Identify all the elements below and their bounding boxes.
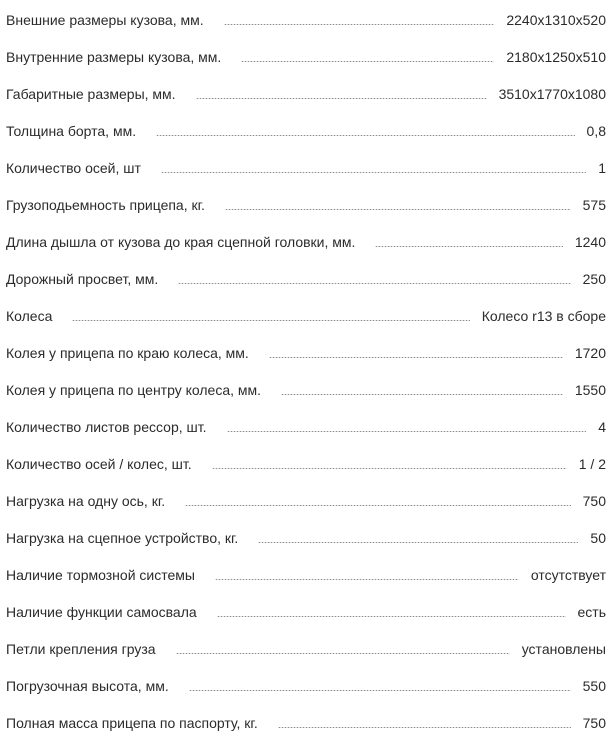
spec-value: 1 / 2 (578, 456, 606, 472)
spec-label: Внешние размеры кузова, мм. (6, 12, 204, 28)
spec-label: Колея у прицепа по краю колеса, мм. (6, 345, 249, 361)
spec-value: есть (577, 604, 606, 620)
spec-value: 1240 (574, 234, 606, 250)
spec-label: Нагрузка на сцепное устройство, кг. (6, 530, 239, 546)
spec-label: Полная масса прицепа по паспорту, кг. (6, 715, 258, 731)
dotted-leader (156, 135, 574, 136)
spec-value: 1550 (574, 382, 606, 398)
spec-row (6, 194, 606, 216)
dotted-leader (375, 246, 562, 247)
dotted-leader (161, 172, 586, 173)
spec-value: отсутствует (530, 567, 606, 583)
spec-value: 750 (582, 715, 606, 731)
spec-value: установлены (521, 641, 606, 657)
spec-value: 1720 (574, 345, 606, 361)
spec-label: Дорожный просвет, мм. (6, 271, 159, 287)
spec-row (6, 157, 606, 179)
dotted-leader (178, 283, 570, 284)
spec-row (6, 83, 606, 105)
dotted-leader (212, 468, 567, 469)
spec-label: Наличие тормозной системы (6, 567, 195, 583)
spec-row (6, 305, 606, 327)
spec-label: Внутренние размеры кузова, мм. (6, 49, 222, 65)
spec-label: Погрузочная высота, мм. (6, 678, 169, 694)
spec-row (6, 379, 606, 401)
spec-label: Колеса (6, 308, 53, 324)
spec-value: 1 (598, 160, 606, 176)
spec-row (6, 490, 606, 512)
spec-label: Колея у прицепа по центру колеса, мм. (6, 382, 262, 398)
dotted-leader (185, 505, 571, 506)
spec-value: 550 (582, 678, 606, 694)
dotted-leader (215, 579, 519, 580)
dotted-leader (227, 431, 587, 432)
spec-label: Количество осей, шт (6, 160, 141, 176)
dotted-leader (278, 727, 571, 728)
spec-value: 50 (590, 530, 606, 546)
spec-row (6, 675, 606, 697)
spec-value: 575 (582, 197, 606, 213)
spec-row (6, 527, 606, 549)
spec-row (6, 268, 606, 290)
spec-value: 250 (582, 271, 606, 287)
spec-value: Колесо r13 в сборе (481, 308, 606, 324)
spec-label: Нагрузка на одну ось, кг. (6, 493, 166, 509)
spec-row (6, 342, 606, 364)
dotted-leader (241, 61, 494, 62)
spec-value: 2180x1250x510 (506, 49, 606, 65)
spec-row (6, 416, 606, 438)
dotted-leader (189, 690, 571, 691)
spec-row (6, 120, 606, 142)
dotted-leader (269, 357, 563, 358)
spec-row (6, 712, 606, 734)
spec-value: 4 (598, 419, 606, 435)
spec-value: 0,8 (586, 123, 606, 139)
spec-row (6, 638, 606, 660)
dotted-leader (176, 653, 510, 654)
spec-row (6, 453, 606, 475)
spec-row (6, 46, 606, 68)
spec-value: 750 (582, 493, 606, 509)
spec-row (6, 9, 606, 31)
dotted-leader (258, 542, 578, 543)
dotted-leader (217, 616, 566, 617)
spec-row (6, 231, 606, 253)
dotted-leader (72, 320, 469, 321)
spec-label: Толщина борта, мм. (6, 123, 137, 139)
dotted-leader (225, 209, 571, 210)
dotted-leader (196, 98, 487, 99)
spec-label: Габаритные размеры, мм. (6, 86, 176, 102)
spec-row (6, 601, 606, 623)
spec-row (6, 564, 606, 586)
spec-label: Петли крепления груза (6, 641, 156, 657)
spec-label: Грузоподьемность прицепа, кг. (6, 197, 205, 213)
spec-label: Длина дышла от кузова до края сцепной головки, мм. (6, 234, 356, 250)
dotted-leader (281, 394, 563, 395)
spec-label: Количество осей / колес, шт. (6, 456, 192, 472)
dotted-leader (224, 24, 495, 25)
spec-value: 2240x1310x520 (506, 12, 606, 28)
spec-label: Наличие функции самосвала (6, 604, 197, 620)
spec-label: Количество листов рессор, шт. (6, 419, 207, 435)
spec-value: 3510x1770x1080 (498, 86, 606, 102)
